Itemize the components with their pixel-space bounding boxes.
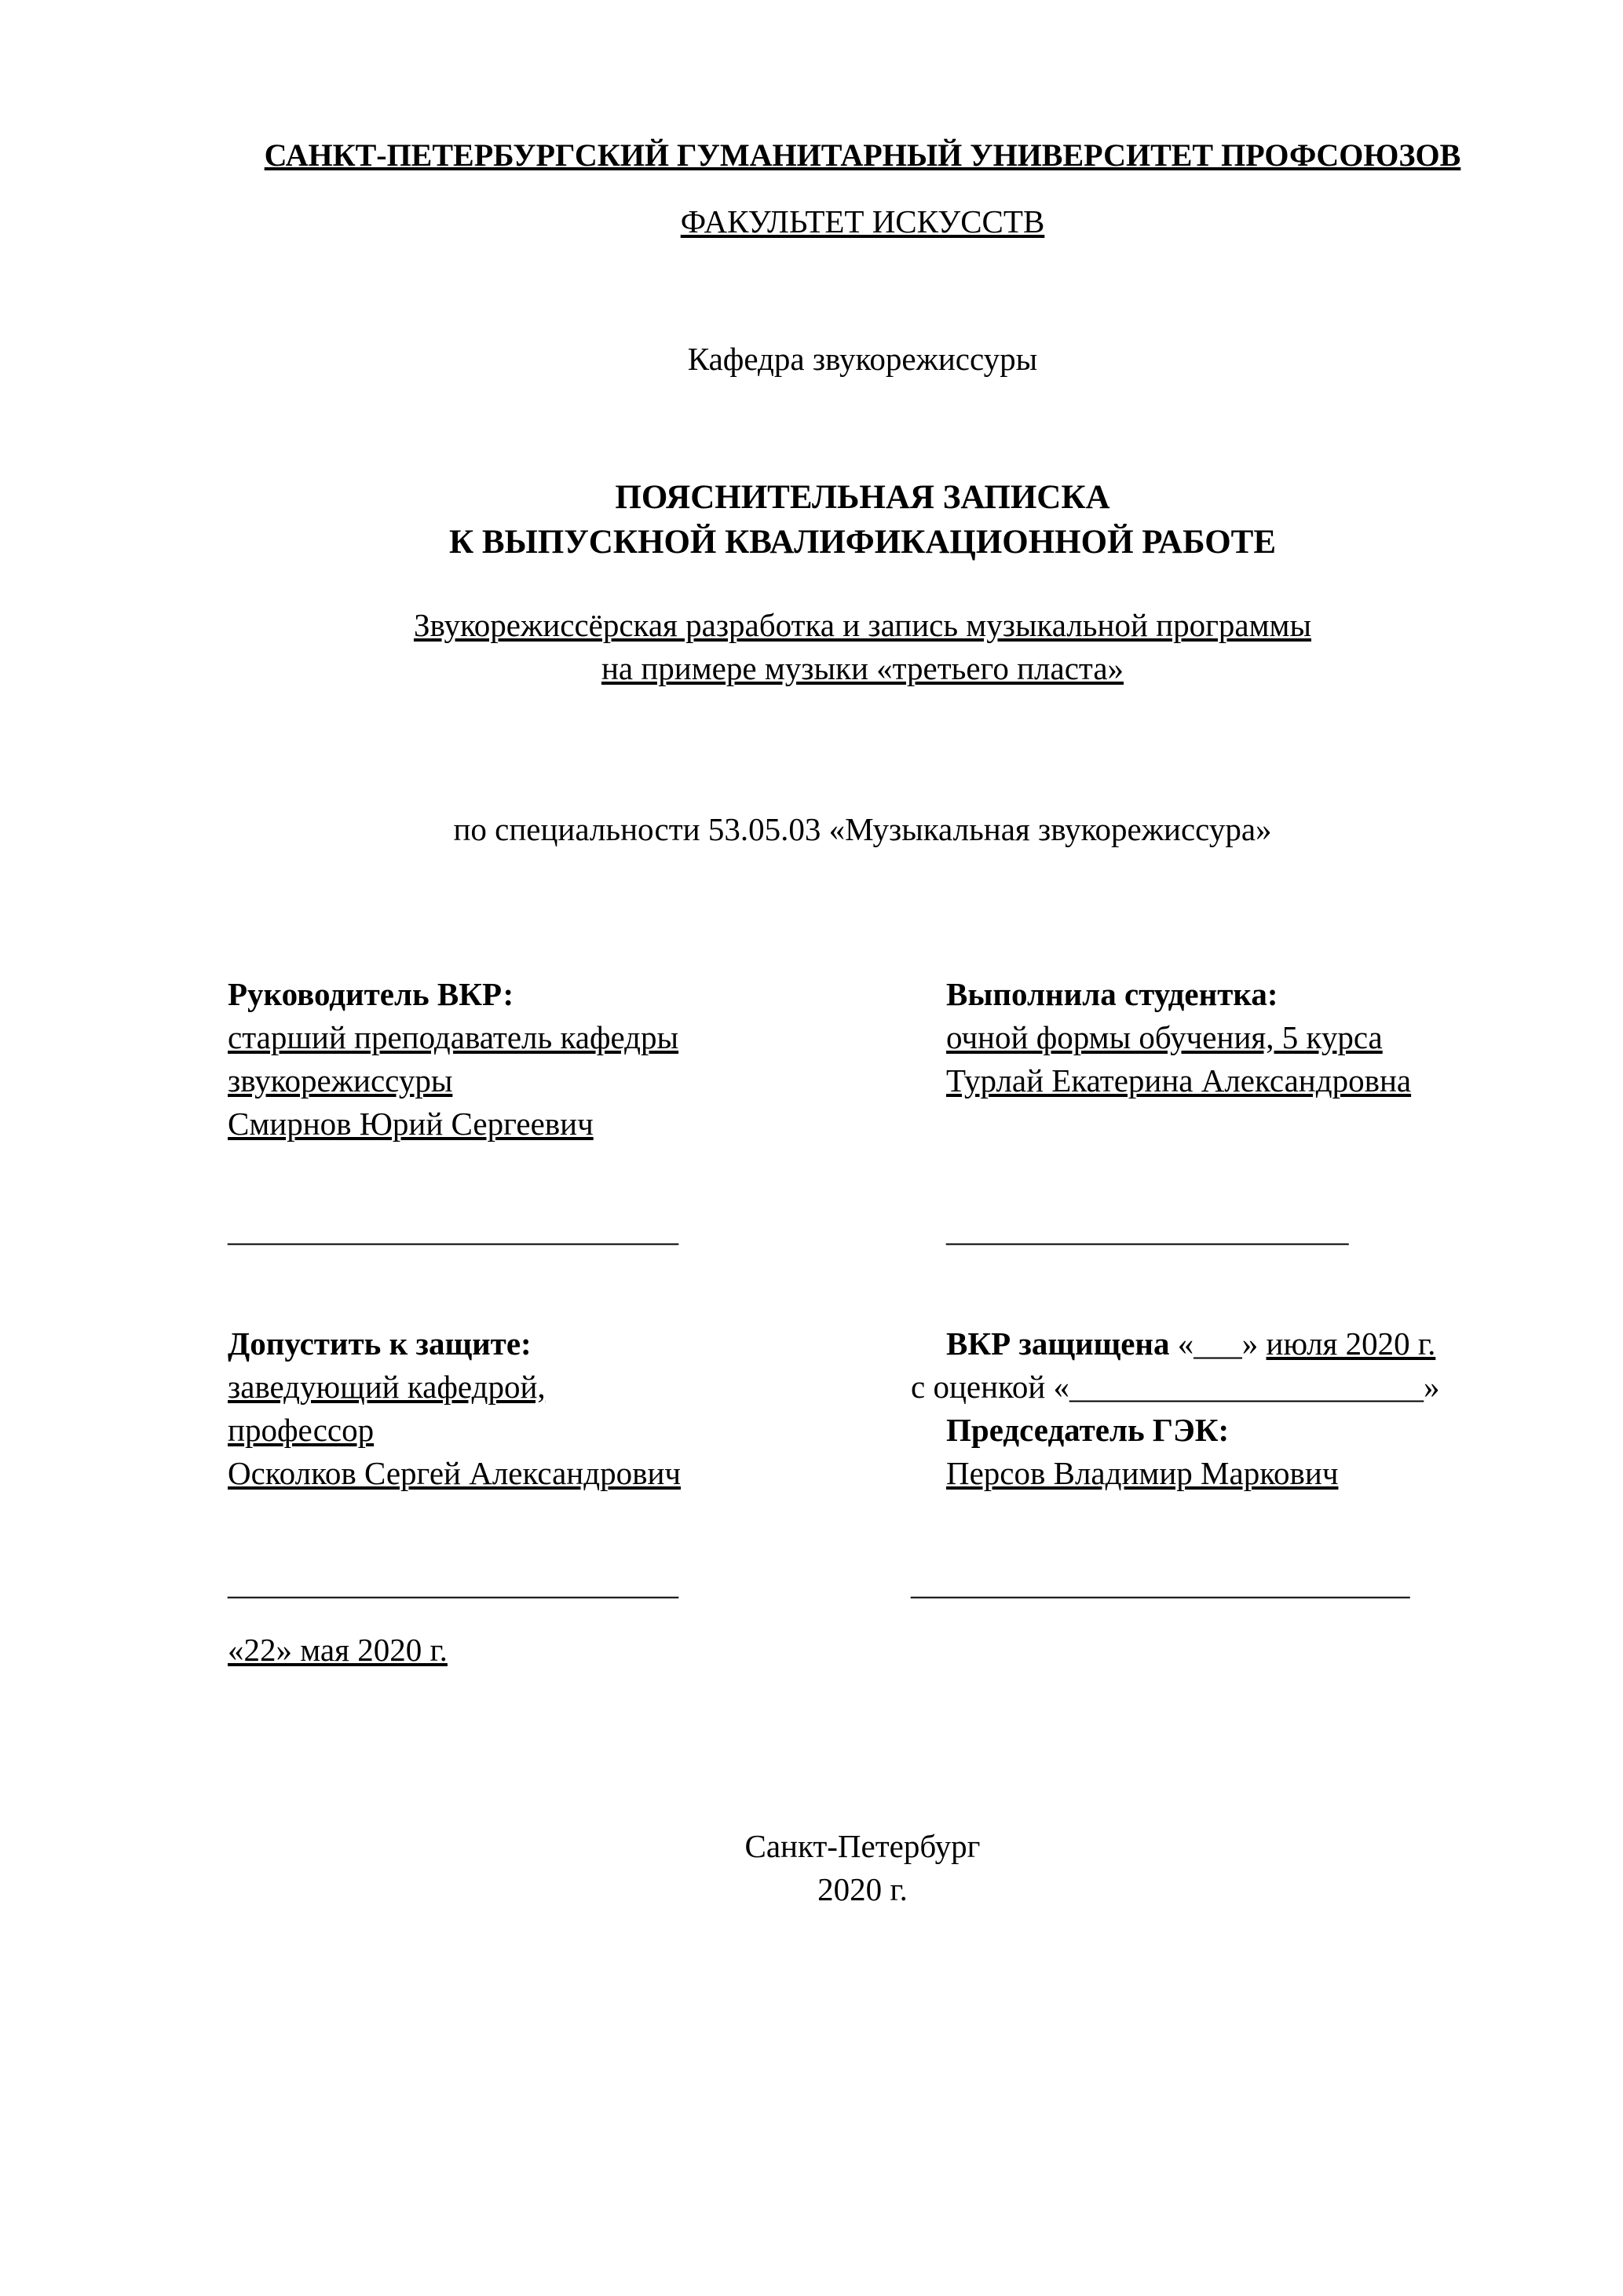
student-block <box>946 973 1497 1252</box>
defense-grade-line: с оценкой «______________________» <box>911 1369 1440 1405</box>
student-signature-blank: _________________________ <box>946 1212 1349 1248</box>
footer-block <box>228 1825 1497 1911</box>
student-study-form: очной формы обучения, 5 курса <box>946 1019 1383 1055</box>
student-name: Турлай Екатерина Александровна <box>946 1062 1412 1099</box>
footer-year: 2020 г. <box>817 1871 908 1907</box>
admission-position-line-2: профессор <box>228 1412 375 1448</box>
work-topic-line-2: на примере музыки «третьего пласта» <box>601 650 1124 686</box>
admission-label: Допустить к защите: <box>228 1325 532 1362</box>
chairman-name: Персов Владимир Маркович <box>946 1455 1339 1491</box>
admission-signature-blank: ____________________________ <box>228 1565 678 1601</box>
defense-label: ВКР защищена <box>946 1325 1170 1362</box>
supervisor-position-line-1: старший преподаватель кафедры <box>228 1019 679 1055</box>
work-type-title <box>228 475 1497 565</box>
defense-status-line <box>946 1322 1497 1366</box>
supervisor-block <box>228 973 946 1252</box>
defense-block <box>911 1322 1497 1605</box>
defense-signature-blank: _______________________________ <box>911 1565 1410 1601</box>
supervisor-position-line-2: звукорежиссуры <box>228 1062 453 1099</box>
defense-date-blank: «___» <box>1177 1325 1259 1362</box>
admission-position-line-1: заведующий кафедрой, <box>228 1369 546 1405</box>
admission-defense-section <box>228 1322 1497 1605</box>
admission-date: «22» мая 2020 г. <box>228 1632 448 1668</box>
specialty-line: по специальности 53.05.03 «Музыкальная звукорежиссура» <box>453 811 1272 847</box>
chairman-label: Председатель ГЭК: <box>946 1412 1230 1448</box>
admission-block <box>228 1322 946 1605</box>
footer-city: Санкт-Петербург <box>744 1828 981 1864</box>
supervisor-name: Смирнов Юрий Сергеевич <box>228 1106 594 1142</box>
student-label: Выполнила студентка: <box>946 976 1278 1012</box>
supervisor-signature-blank: ____________________________ <box>228 1212 678 1248</box>
faculty-name: ФАКУЛЬТЕТ ИСКУССТВ <box>680 203 1045 239</box>
work-topic <box>228 604 1497 690</box>
work-type-line-2: К ВЫПУСКНОЙ КВАЛИФИКАЦИОННОЙ РАБОТЕ <box>448 524 1277 561</box>
supervisor-student-section <box>228 973 1497 1252</box>
university-name: САНКТ-ПЕТЕРБУРГСКИЙ ГУМАНИТАРНЫЙ УНИВЕРСИТЕТ ПРОФСОЮЗОВ <box>264 137 1461 173</box>
department-name: Кафедра звукорежиссуры <box>687 341 1038 377</box>
admission-name: Осколков Сергей Александрович <box>228 1455 682 1491</box>
supervisor-label: Руководитель ВКР: <box>228 976 514 1012</box>
work-type-line-1: ПОЯСНИТЕЛЬНАЯ ЗАПИСКА <box>615 479 1110 516</box>
work-topic-line-1: Звукорежиссёрская разработка и запись музыкальной программы <box>413 607 1312 643</box>
defense-date: июля 2020 г. <box>1266 1325 1436 1362</box>
